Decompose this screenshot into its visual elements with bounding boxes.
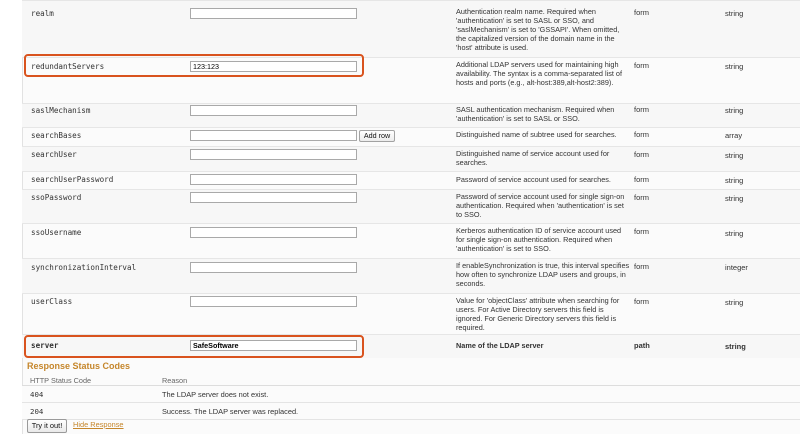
param-description: SASL authentication mechanism. Required when 'authentication' is set to SASL or SSO. — [456, 105, 615, 124]
param-type: form — [634, 61, 649, 70]
try-it-out-button[interactable]: Try it out! — [27, 419, 67, 433]
param-data-type: string — [725, 62, 744, 71]
param-name: realm — [31, 9, 54, 18]
param-row-realm — [22, 0, 800, 57]
param-row-userClass — [22, 293, 800, 334]
param-data-type: integer — [725, 263, 748, 272]
param-name: searchUser — [31, 150, 77, 159]
status-reason: Success. The LDAP server was replaced. — [162, 407, 299, 416]
param-description: Name of the LDAP server — [456, 341, 544, 350]
param-type: form — [634, 130, 649, 139]
param-row-synchronizationInterval — [22, 258, 800, 293]
param-row-searchBases — [22, 127, 800, 146]
response-table-header — [22, 373, 800, 386]
param-data-type: string — [725, 342, 746, 351]
add-row-button[interactable]: Add row — [359, 130, 395, 142]
highlight-redundant-servers — [24, 54, 364, 77]
param-type: form — [634, 193, 649, 202]
param-row-saslMechanism — [22, 103, 800, 127]
param-data-type: string — [725, 106, 744, 115]
param-description: Authentication realm name. Required when 'authentication' is set to SASL or SSO, and 'saslMechanism' is set to 'GSSAPI'. When omitted, the capitalized version of the domain name in the 'host' attribute is used. — [456, 7, 620, 53]
param-data-type: string — [725, 9, 744, 18]
param-name: synchronizationInterval — [31, 263, 137, 272]
param-description: Password of service account used for single sign-on authentication. Required when 'authentication' is set to SSO. — [456, 192, 625, 220]
response-status-codes-title: Response Status Codes — [27, 361, 131, 371]
hide-response-link[interactable]: Hide Response — [73, 420, 124, 429]
param-data-type: string — [725, 176, 744, 185]
param-name: searchBases — [31, 131, 82, 140]
param-data-type: string — [725, 298, 744, 307]
param-description: Distinguished name of service account used for searches. — [456, 149, 610, 168]
http-status-code-header: HTTP Status Code — [30, 376, 92, 385]
search-bases-input[interactable] — [190, 130, 357, 141]
param-type: form — [634, 175, 649, 184]
param-name: ssoUsername — [31, 228, 82, 237]
param-name: redundantServers — [31, 62, 105, 71]
param-type: form — [634, 150, 649, 159]
param-description: Value for 'objectClass' attribute when searching for users. For Active Directory servers this field is ignored. For Generic Directory servers this field is required. — [456, 296, 620, 333]
status-reason: The LDAP server does not exist. — [162, 390, 269, 399]
status-code: 204 — [30, 407, 44, 416]
param-description: Kerberos authentication ID of service account used for single sign-on authentication. Required when 'authentication' is set to SSO. — [456, 226, 622, 254]
param-type: form — [634, 227, 649, 236]
highlight-server — [24, 335, 364, 358]
sasl-mechanism-input[interactable] — [190, 105, 357, 116]
param-row-ssoUsername — [22, 223, 800, 258]
table-row — [22, 403, 800, 420]
param-description: Password of service account used for searches. — [456, 175, 611, 184]
param-type: form — [634, 8, 649, 17]
sso-password-input[interactable] — [190, 192, 357, 203]
sso-username-input[interactable] — [190, 227, 357, 238]
param-name: server — [31, 341, 59, 350]
realm-input[interactable] — [190, 8, 357, 19]
param-data-type: string — [725, 229, 744, 238]
param-type: form — [634, 262, 649, 271]
param-type: form — [634, 297, 649, 306]
param-data-type: string — [725, 194, 744, 203]
param-name: ssoPassword — [31, 193, 82, 202]
param-description: Additional LDAP servers used for maintaining high availability. The syntax is a comma-separated list of hosts and ports (e.g., alt-host:389,alt-host2:389). — [456, 60, 623, 88]
table-row — [22, 386, 800, 403]
param-row-ssoPassword — [22, 189, 800, 223]
param-description: Distinguished name of subtree used for searches. — [456, 130, 617, 139]
param-name: saslMechanism — [31, 106, 91, 115]
param-type: form — [634, 105, 649, 114]
param-data-type: array — [725, 131, 743, 140]
reason-header: Reason — [162, 376, 188, 385]
synchronization-interval-input[interactable] — [190, 262, 357, 273]
user-class-input[interactable] — [190, 296, 357, 307]
search-user-password-input[interactable] — [190, 174, 357, 185]
param-description: If enableSynchronization is true, this interval specifies how often to synchronize LDAP users and groups, in seconds. — [456, 261, 630, 289]
status-code: 404 — [30, 390, 44, 399]
param-type: path — [634, 341, 650, 350]
param-row-searchUser — [22, 146, 800, 171]
param-data-type: string — [725, 151, 744, 160]
search-user-input[interactable] — [190, 149, 357, 160]
param-name: userClass — [31, 297, 73, 306]
param-name: searchUserPassword — [31, 175, 114, 184]
param-row-searchUserPassword — [22, 171, 800, 189]
